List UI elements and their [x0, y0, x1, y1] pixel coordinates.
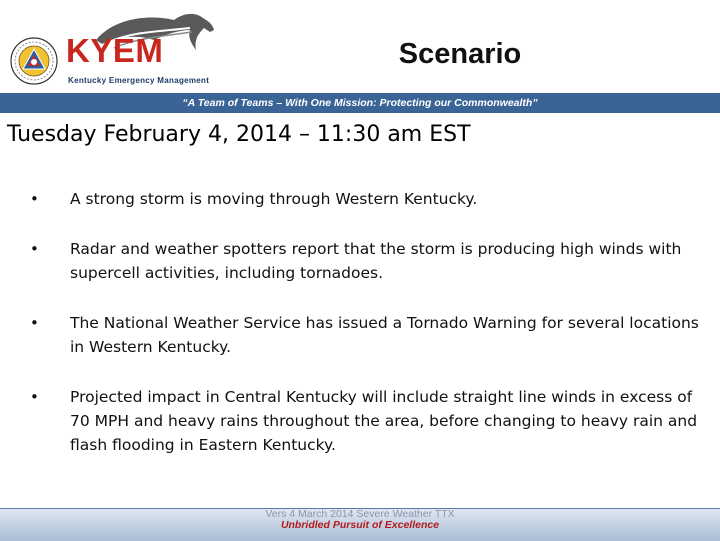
- tagline-banner: [0, 93, 720, 113]
- bullet-item: [30, 385, 714, 457]
- tagline-text: “A Team of Teams – With One Mission: Protecting our Commonwealth”: [182, 97, 538, 109]
- slide-title: Scenario: [398, 38, 522, 70]
- bullet-dot-icon: •: [30, 190, 39, 208]
- bullet-list: [30, 187, 714, 483]
- bullet-text: Projected impact in Central Kentucky will include straight line winds in excess of 70 MPH and heavy rains throughout the area, before changing to heavy rain and flash flooding in Eastern Kentucky.: [70, 388, 698, 454]
- footer-motto: Unbridled Pursuit of Excellence: [280, 519, 440, 531]
- bullet-text: Radar and weather spotters report that the storm is producing high winds with supercell activities, including tornadoes.: [70, 240, 682, 282]
- slide-header: [0, 0, 720, 93]
- footer-version-text: Vers 4 March 2014 Severe Weather TTX: [265, 508, 455, 520]
- kyem-seal-icon: [10, 37, 58, 85]
- bullet-item: [30, 187, 714, 211]
- kyem-logo-subtitle: Kentucky Emergency Management: [68, 76, 210, 85]
- bullet-dot-icon: •: [30, 388, 39, 406]
- bullet-item: [30, 237, 714, 285]
- date-heading: Tuesday February 4, 2014 – 11:30 am EST: [7, 122, 471, 147]
- bullet-dot-icon: •: [30, 240, 39, 258]
- bullet-text: A strong storm is moving through Western Kentucky.: [70, 190, 478, 208]
- kyem-logo-text: KYEM: [66, 32, 164, 69]
- bullet-dot-icon: •: [30, 314, 39, 332]
- bullet-text: The National Weather Service has issued a Tornado Warning for several locations in Western Kentucky.: [70, 314, 699, 356]
- bullet-item: [30, 311, 714, 359]
